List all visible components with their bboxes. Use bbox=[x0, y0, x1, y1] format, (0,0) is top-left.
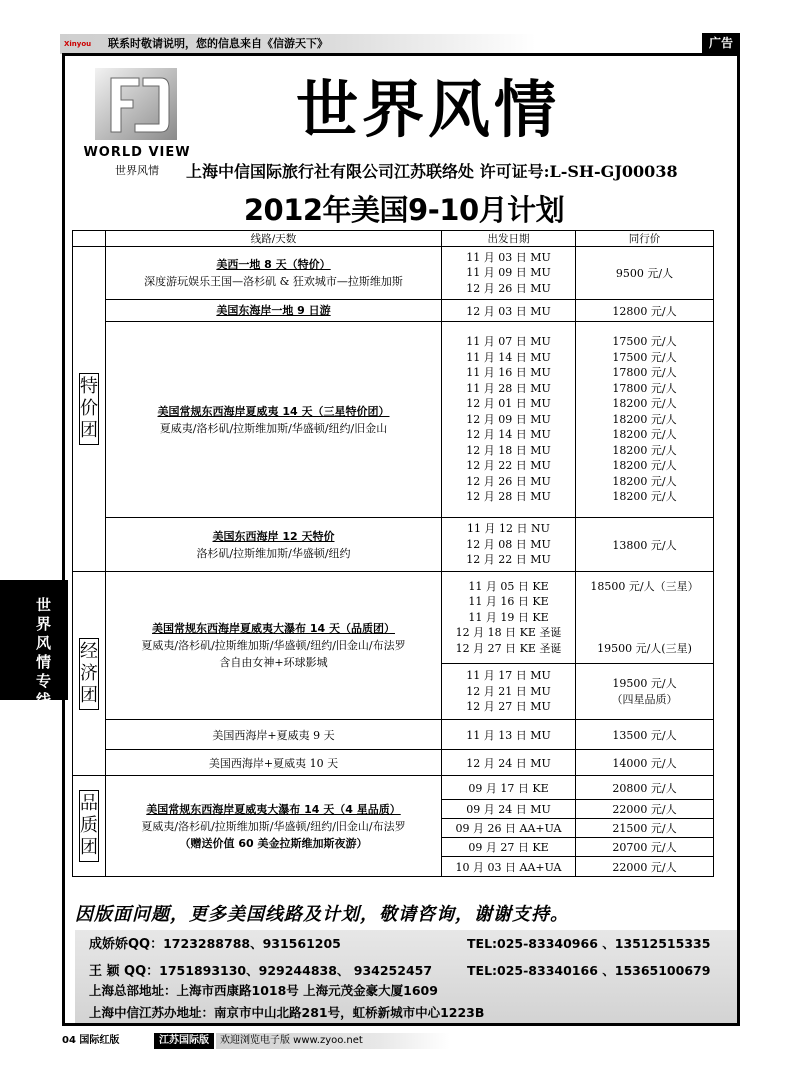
price-cell bbox=[576, 664, 714, 720]
date-item: 12 月 27 日 KE 圣诞 bbox=[455, 641, 562, 655]
table-row bbox=[73, 750, 714, 776]
price-item: 19500 元/人 bbox=[612, 677, 677, 690]
table-row bbox=[73, 247, 714, 300]
contact-2-qq[interactable]: 1751893130、929244838、 934252457 bbox=[159, 963, 433, 978]
price-item: 18200 元/人 bbox=[612, 474, 677, 488]
route-cell[interactable] bbox=[106, 750, 442, 776]
table-row bbox=[73, 518, 714, 572]
date-cell bbox=[442, 518, 576, 572]
table-row bbox=[73, 572, 714, 664]
route-title: 美国东海岸一地 9 日游 bbox=[216, 304, 331, 317]
date-item: 11 月 16 日 KE bbox=[468, 595, 549, 609]
hq-address: 上海总部地址：上海市西康路1018号 上海元茂金豪大厦1609 bbox=[89, 983, 438, 998]
route-cell[interactable] bbox=[106, 247, 442, 300]
date-cell: 09 月 17 日 KE bbox=[442, 776, 576, 800]
price-item: 18200 元/人 bbox=[612, 412, 677, 426]
date-cell bbox=[442, 247, 576, 300]
date-cell: 09 月 24 日 MU bbox=[442, 800, 576, 819]
category-special-label: 特价团 bbox=[79, 373, 99, 445]
date-item: 12 月 22 日 MU bbox=[466, 553, 551, 567]
date-item: 12 月 26 日 MU bbox=[466, 281, 551, 295]
source-notice: 联系时敬请说明，您的信息来自《信游天下》 bbox=[108, 37, 328, 50]
category-economy-label: 经济团 bbox=[79, 638, 99, 710]
route-extra: 含自由女神+环球影城 bbox=[219, 656, 328, 669]
date-item: 12 月 01 日 MU bbox=[466, 397, 551, 411]
route-title: 美国常规东西海岸夏威夷 14 天（三星特价团） bbox=[157, 404, 390, 418]
date-item: 12 月 22 日 MU bbox=[466, 459, 551, 473]
price-cell bbox=[576, 322, 714, 518]
date-item: 12 月 09 日 MU bbox=[466, 412, 551, 426]
side-section-label: 世界风情专线 bbox=[35, 596, 51, 709]
price-cell: 13500 元/人 bbox=[576, 720, 714, 750]
price-item: 17500 元/人 bbox=[612, 350, 677, 364]
date-cell: 12 月 03 日 MU bbox=[442, 300, 576, 322]
office-address: 上海中信江苏办地址：南京市中山北路281号，虹桥新城市中心1223B bbox=[89, 1005, 485, 1020]
price-cell: 13800 元/人 bbox=[576, 518, 714, 572]
header-price: 同行价 bbox=[576, 231, 714, 247]
route-cell[interactable] bbox=[106, 300, 442, 322]
route-title: 美国西海岸+夏威夷 10 天 bbox=[208, 756, 339, 770]
route-cell[interactable] bbox=[106, 518, 442, 572]
price-cell: 22000 元/人 bbox=[576, 800, 714, 819]
price-cell: 20800 元/人 bbox=[576, 776, 714, 800]
top-banner bbox=[60, 34, 740, 54]
price-item: 17500 元/人 bbox=[612, 335, 677, 349]
route-title: 美国东西海岸 12 天特价 bbox=[212, 529, 335, 543]
date-item: 11 月 03 日 MU bbox=[466, 250, 551, 264]
route-title: 美国西海岸+夏威夷 9 天 bbox=[212, 728, 335, 742]
company-license: 上海中信国际旅行社有限公司江苏联络处 许可证号:L-SH-GJ00038 bbox=[186, 162, 678, 181]
price-item: 17800 元/人 bbox=[612, 381, 677, 395]
date-item: 12 月 18 日 MU bbox=[466, 443, 551, 457]
date-item: 11 月 14 日 MU bbox=[466, 350, 551, 364]
price-cell: 14000 元/人 bbox=[576, 750, 714, 776]
date-cell: 11 月 13 日 MU bbox=[442, 720, 576, 750]
contact-box bbox=[75, 930, 737, 1023]
date-item: 12 月 18 日 KE 圣诞 bbox=[455, 626, 562, 640]
route-cell[interactable] bbox=[106, 322, 442, 518]
route-cell[interactable] bbox=[106, 720, 442, 750]
route-cell[interactable] bbox=[106, 776, 442, 877]
date-cell bbox=[442, 572, 576, 664]
date-item: 11 月 05 日 KE bbox=[468, 579, 549, 593]
category-quality-label: 品质团 bbox=[79, 790, 99, 862]
date-cell bbox=[442, 322, 576, 518]
route-desc: 深度游玩娱乐王国—洛杉矶 & 狂欢城市—拉斯维加斯 bbox=[144, 275, 403, 288]
world-view-logo-icon bbox=[95, 68, 177, 140]
date-cell: 09 月 27 日 KE bbox=[442, 838, 576, 857]
route-desc: 夏威夷/洛杉矶/拉斯维加斯/华盛顿/纽约/旧金山 bbox=[159, 421, 388, 435]
price-cell bbox=[576, 572, 714, 664]
ad-tag: 广告 bbox=[702, 33, 740, 53]
price-item: 18200 元/人 bbox=[612, 490, 677, 504]
date-item: 12 月 28 日 MU bbox=[466, 490, 551, 504]
contact-2 bbox=[89, 963, 432, 980]
plan-headline: 2012年美国9-10月计划 bbox=[243, 193, 565, 227]
header-route: 线路/天数 bbox=[106, 231, 442, 247]
contact-1-tel[interactable]: TEL:025-83340966 、13512515335 bbox=[467, 936, 711, 951]
contact-2-name: 王 颖 QQ： bbox=[89, 964, 160, 979]
brand-title: 世界风情 bbox=[296, 73, 561, 146]
table-header-row bbox=[73, 231, 714, 247]
category-quality bbox=[73, 776, 106, 877]
date-item: 11 月 19 日 KE bbox=[468, 610, 549, 624]
date-cell: 10 月 03 日 AA+UA bbox=[442, 857, 576, 877]
date-item: 11 月 07 日 MU bbox=[466, 335, 551, 349]
date-cell: 09 月 26 日 AA+UA bbox=[442, 819, 576, 838]
logo-english-name: WORLD VIEW bbox=[83, 145, 191, 160]
date-item: 12 月 14 日 MU bbox=[466, 428, 551, 442]
route-title: 美国常规东西海岸夏威夷大瀑布 14 天（品质团） bbox=[152, 622, 395, 635]
itinerary-table bbox=[72, 230, 714, 877]
date-item: 12 月 08 日 MU bbox=[466, 537, 551, 551]
date-cell bbox=[442, 664, 576, 720]
logo-chinese-name: 世界风情 bbox=[115, 164, 159, 177]
date-item: 12 月 27 日 MU bbox=[466, 700, 551, 714]
price-item: 18200 元/人 bbox=[612, 443, 677, 457]
contact-1-qq[interactable]: 1723288788、931561205 bbox=[163, 936, 341, 951]
price-cell: 12800 元/人 bbox=[576, 300, 714, 322]
website-link[interactable]: 欢迎浏览电子版 www.zyoo.net bbox=[216, 1033, 450, 1049]
date-item: 11 月 28 日 MU bbox=[466, 381, 551, 395]
side-section-tab[interactable] bbox=[0, 580, 68, 709]
price-cell: 21500 元/人 bbox=[576, 819, 714, 838]
page-number: 04 国际红版 bbox=[62, 1035, 120, 1046]
table-row bbox=[73, 720, 714, 750]
date-item: 12 月 26 日 MU bbox=[466, 474, 551, 488]
price-cell: 9500 元/人 bbox=[576, 247, 714, 300]
price-item: 18500 元/人（三星） bbox=[590, 580, 699, 593]
route-desc: 夏威夷/洛杉矶/拉斯维加斯/华盛顿/纽约/旧金山/布法罗 bbox=[141, 639, 406, 652]
route-gift: （赠送价值 60 美金拉斯维加斯夜游） bbox=[179, 836, 368, 850]
route-cell[interactable] bbox=[106, 572, 442, 720]
category-economy bbox=[73, 572, 106, 776]
date-item: 11 月 09 日 MU bbox=[466, 266, 551, 280]
price-note: （四星品质） bbox=[611, 692, 678, 706]
date-item: 11 月 16 日 MU bbox=[466, 366, 551, 380]
date-cell: 12 月 24 日 MU bbox=[442, 750, 576, 776]
table-row bbox=[73, 776, 714, 800]
table-row bbox=[73, 322, 714, 518]
price-cell: 22000 元/人 bbox=[576, 857, 714, 877]
xinyou-logo: Xinyou bbox=[64, 40, 92, 48]
contact-2-tel[interactable]: TEL:025-83340166 、15365100679 bbox=[467, 963, 711, 978]
table-row bbox=[73, 300, 714, 322]
price-item: 18200 元/人 bbox=[612, 428, 677, 442]
date-item: 11 月 17 日 MU bbox=[466, 669, 551, 683]
route-title: 美国常规东西海岸夏威夷大瀑布 14 天（4 星品质） bbox=[146, 802, 401, 816]
contact-1 bbox=[89, 936, 341, 953]
date-item: 11 月 12 日 NU bbox=[467, 522, 550, 536]
category-special bbox=[73, 247, 106, 572]
header-date: 出发日期 bbox=[442, 231, 576, 247]
more-routes-notice: 因版面问题，更多美国线路及计划，敬请咨询，谢谢支持。 bbox=[75, 904, 569, 925]
route-desc: 夏威夷/洛杉矶/拉斯维加斯/华盛顿/纽约/旧金山/布法罗 bbox=[141, 819, 406, 833]
route-desc: 洛杉矶/拉斯维加斯/华盛顿/纽约 bbox=[196, 546, 351, 560]
price-item: 17800 元/人 bbox=[612, 366, 677, 380]
price-item: 19500 元/人(三星) bbox=[597, 641, 692, 655]
section-label: 江苏国际版 bbox=[154, 1033, 214, 1049]
price-item: 18200 元/人 bbox=[612, 397, 677, 411]
price-cell: 20700 元/人 bbox=[576, 838, 714, 857]
price-item: 18200 元/人 bbox=[612, 459, 677, 473]
route-title: 美西一地 8 天（特价） bbox=[216, 258, 331, 271]
contact-1-name: 成娇娇QQ： bbox=[89, 937, 164, 952]
date-item: 12 月 21 日 MU bbox=[466, 684, 551, 698]
